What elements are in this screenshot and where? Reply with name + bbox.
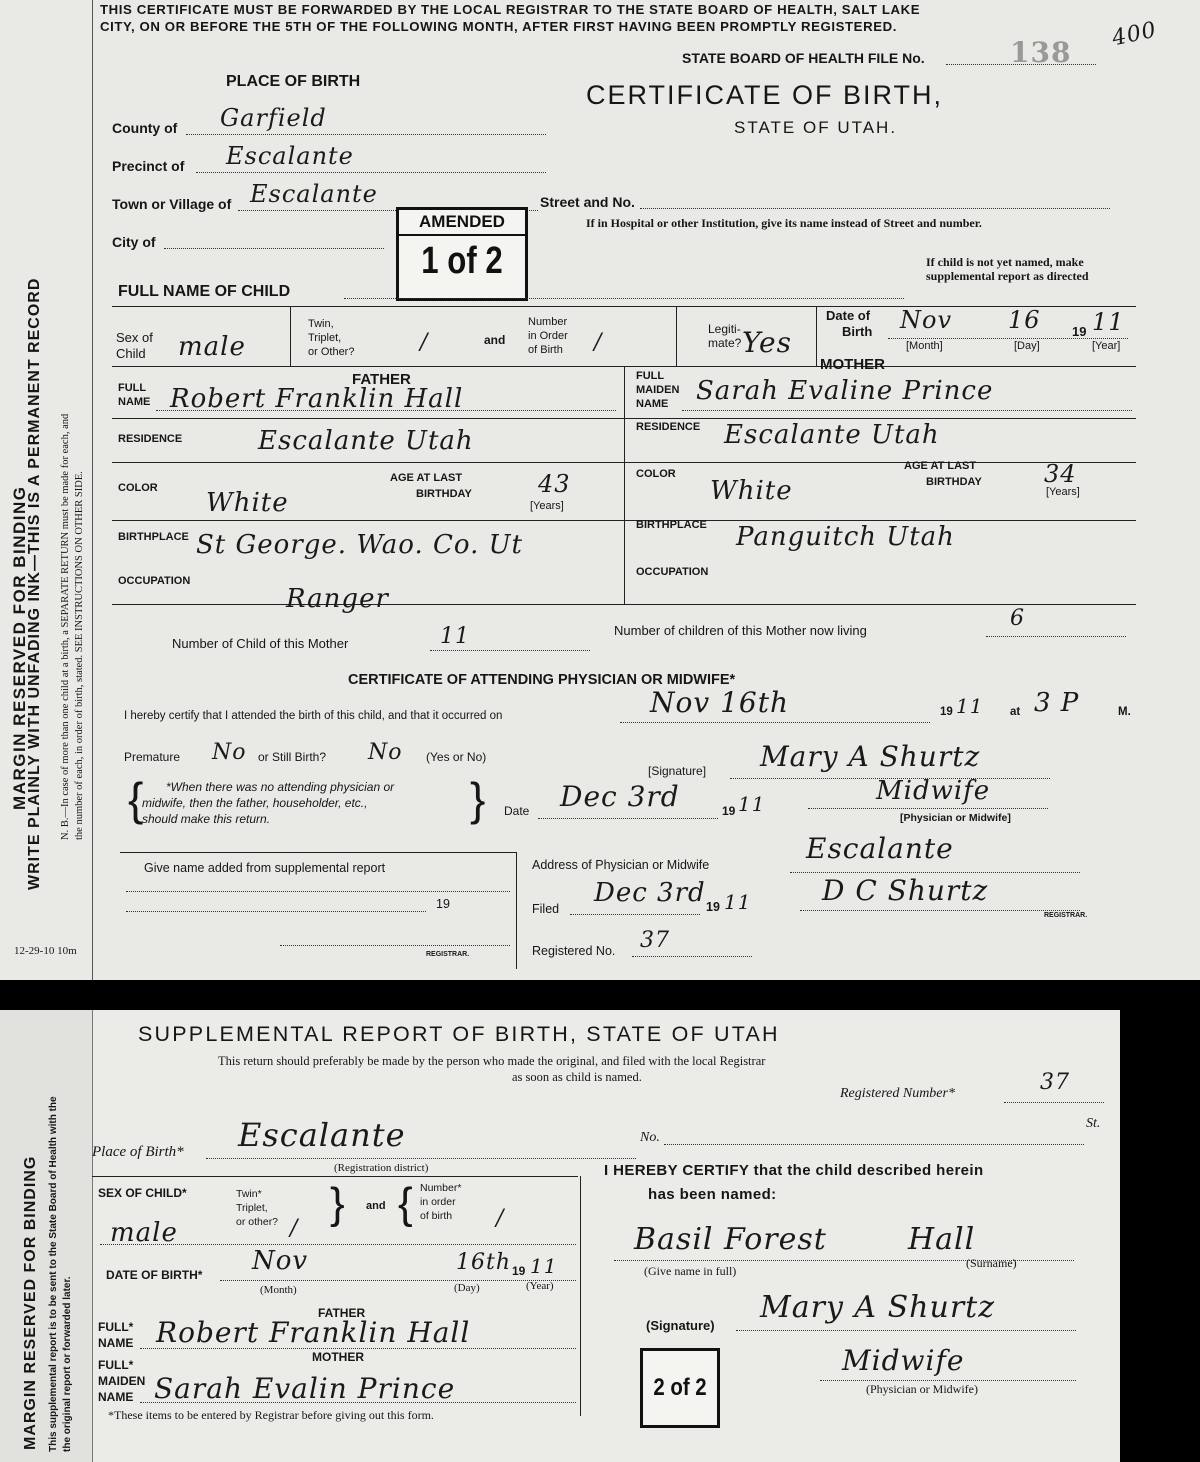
premature-value: No: [212, 740, 247, 765]
signature-line: [736, 1330, 1076, 1331]
instruction-note-1: *When there was no attending physician or: [166, 780, 395, 794]
grid-rule: [112, 604, 1136, 605]
father-name-label: NAME: [98, 1336, 134, 1350]
margin-nb-text-2: the number of each, in order of birth, stated. SEE INSTRUCTIONS ON OTHER SIDE.: [74, 471, 85, 840]
mother-full-label: FULL*: [98, 1358, 134, 1372]
margin-nb-text-1: N. B.—In case of more than one child at a birth, a SEPARATE RETURN must be made for each, and: [60, 413, 71, 840]
order-label-2: in Order: [528, 330, 568, 342]
registrar-caption: REGISTRAR.: [1044, 912, 1088, 919]
dob-day: 16th: [456, 1250, 512, 1275]
mother-name-label: NAME: [636, 398, 669, 410]
dob-year: 11: [1092, 308, 1125, 336]
street-label: Street and No.: [540, 194, 635, 210]
twin-label-2: Triplet,: [236, 1202, 268, 1214]
mother-residence-label: RESIDENCE: [636, 421, 701, 433]
father-heading: FATHER: [352, 371, 411, 388]
certify-line-2: has been named:: [648, 1186, 777, 1203]
dob-label-1: Date of: [826, 308, 871, 323]
dob-year-prefix: 19: [512, 1264, 526, 1278]
grid-rule: [290, 306, 291, 366]
mother-age-label-2: BIRTHDAY: [926, 476, 982, 488]
supplemental-note-2: as soon as child is named.: [512, 1070, 642, 1084]
registrar-line: [800, 910, 1080, 911]
signature: Mary A Shurtz: [760, 1290, 996, 1325]
filed-label: Filed: [532, 902, 560, 916]
county-value: Garfield: [220, 104, 327, 132]
title-line: [808, 808, 1048, 809]
certify-line-1: I HEREBY CERTIFY that the child described herein: [604, 1162, 984, 1179]
address-line: [790, 872, 1080, 873]
mother-name-line: [682, 410, 1132, 411]
certificate-subtitle: STATE OF UTAH.: [734, 118, 898, 137]
father-full-label: FULL: [118, 382, 147, 394]
num-living-value: 6: [1010, 606, 1025, 631]
month-caption: (Month): [260, 1284, 297, 1296]
street-line: [664, 1144, 1084, 1145]
mother-maiden-label: MAIDEN: [98, 1374, 146, 1388]
twin-label-3: or other?: [236, 1216, 279, 1228]
order-label-3: of Birth: [528, 344, 563, 356]
father-color-label: COLOR: [118, 482, 158, 494]
supplemental-name-line: [126, 891, 510, 892]
occurred-year: 11: [956, 694, 984, 718]
legit-label-1: Legiti-: [708, 322, 741, 336]
county-line: [186, 134, 546, 135]
supplemental-registrar-line: [280, 945, 510, 946]
dob-line: [220, 1280, 576, 1281]
father-occupation-label: OCCUPATION: [118, 575, 191, 587]
physician-heading: CERTIFICATE OF ATTENDING PHYSICIAN OR MIDWIFE*: [348, 672, 736, 688]
father-age-label-2: BIRTHDAY: [416, 488, 472, 500]
father-age-caption: [Years]: [530, 500, 564, 512]
city-line: [164, 248, 384, 249]
form-code: 12-29-10 10m: [14, 945, 77, 957]
grid-rule: [676, 306, 677, 366]
margin-binding-text: MARGIN RESERVED FOR BINDING: [10, 485, 29, 810]
twin-brace: }: [330, 1179, 345, 1228]
sex-value: male: [110, 1218, 178, 1248]
grid-rule: [112, 520, 1136, 521]
father-heading: FATHER: [318, 1306, 366, 1320]
father-full-label: FULL*: [98, 1320, 134, 1334]
given-caption: (Give name in full): [644, 1264, 737, 1278]
bottom-margin-binding: MARGIN RESERVED FOR BINDING: [22, 1155, 39, 1450]
supplemental-box-year: 19: [436, 897, 450, 911]
registered-line: [632, 956, 752, 957]
grid-rule: [112, 418, 1136, 419]
supplemental-name-box: [120, 852, 517, 969]
twin-value: /: [420, 330, 429, 355]
mother-birthplace: Panguitch Utah: [736, 522, 955, 552]
city-label: City of: [112, 234, 156, 250]
address-value: Escalante: [806, 832, 954, 865]
physician-signature: Mary A Shurtz: [760, 740, 981, 773]
mother-full-label: FULL: [636, 370, 665, 382]
mother-color-label: COLOR: [636, 468, 676, 480]
grid-rule: [112, 306, 1136, 307]
day-caption: (Day): [454, 1282, 480, 1294]
order-value: /: [496, 1206, 505, 1231]
page-stamp-label: 2 of 2: [653, 1374, 707, 1401]
dob-label: DATE OF BIRTH*: [106, 1268, 203, 1282]
reg-number-line: [1004, 1102, 1104, 1103]
supplemental-box-registrar: REGISTRAR.: [426, 951, 470, 958]
registered-label: Registered No.: [532, 944, 616, 958]
reg-number-label: Registered Number*: [840, 1086, 955, 1101]
title-value: Midwife: [842, 1344, 965, 1377]
num-child-label: Number of Child of this Mother: [172, 636, 349, 651]
page-stamp: [640, 1348, 720, 1428]
order-value: /: [594, 330, 603, 355]
certify-text: I hereby certify that I attended the birth of this child, and that it occurred on: [124, 710, 503, 722]
premature-label: Premature: [124, 750, 181, 764]
surname-caption: (Surname): [966, 1256, 1017, 1270]
legit-value: Yes: [742, 326, 792, 359]
order-label-2: in order: [420, 1196, 456, 1208]
date-line: [538, 818, 718, 819]
dob-caption-day: [Day]: [1014, 340, 1040, 352]
twin-label-3: or Other?: [308, 346, 355, 358]
mother-name-label: NAME: [98, 1390, 134, 1404]
num-living-line: [986, 636, 1126, 637]
father-name: Robert Franklin Hall: [156, 1316, 471, 1349]
signature-label: [Signature]: [648, 764, 707, 778]
filed-date: Dec 3rd: [594, 878, 706, 908]
occurred-on: Nov 16th: [650, 686, 789, 719]
dob-day: 16: [1008, 306, 1041, 334]
occurred-on-line: [620, 722, 930, 723]
date-value: Dec 3rd: [560, 780, 680, 813]
county-label: County of: [112, 120, 178, 136]
order-brace: {: [398, 1179, 413, 1228]
grid-rule: [112, 462, 1136, 463]
address-label: Address of Physician or Midwife: [532, 858, 710, 872]
footnote: *These items to be entered by Registrar before giving out this form.: [108, 1408, 434, 1422]
no-label: No.: [640, 1130, 660, 1145]
bottom-margin-note-2: the original report or forwarded later.: [62, 1276, 73, 1452]
mother-occupation-label: OCCUPATION: [636, 566, 709, 578]
place-of-birth-label: PLACE OF BIRTH: [226, 73, 361, 90]
town-value: Escalante: [250, 180, 378, 208]
brace-left: {: [128, 773, 144, 825]
occurred-year-prefix: 19: [940, 706, 953, 718]
unnamed-note-2: supplemental report as directed: [926, 269, 1089, 283]
sex-label: SEX OF CHILD*: [98, 1186, 187, 1200]
yes-no-label: (Yes or No): [426, 750, 487, 764]
brace-right: }: [470, 773, 486, 825]
full-name-label: FULL NAME OF CHILD: [118, 283, 291, 300]
precinct-value: Escalante: [226, 142, 354, 170]
mother-age-label-1: AGE AT LAST: [904, 460, 977, 472]
registered-no: 37: [640, 928, 670, 953]
sex-value: male: [178, 332, 246, 362]
mother-birthplace-label: BIRTHPLACE: [636, 519, 707, 531]
twin-label-1: Twin,: [308, 318, 334, 330]
header-line-1: THIS CERTIFICATE MUST BE FORWARDED BY THE LOCAL REGISTRAR TO THE STATE BOARD OF HEALTH, SALT LAKE: [100, 2, 921, 17]
instruction-note-3: should make this return.: [142, 812, 271, 826]
signature-label: (Signature): [646, 1318, 715, 1333]
mother-residence: Escalante Utah: [724, 420, 940, 450]
certificate-title: CERTIFICATE OF BIRTH,: [586, 80, 944, 110]
grid-rule: [816, 306, 817, 366]
mother-heading: MOTHER: [820, 356, 885, 373]
place-label: Place of Birth*: [92, 1144, 184, 1160]
twin-value: /: [290, 1216, 299, 1241]
st-label: St.: [1086, 1116, 1101, 1131]
unnamed-note-1: If child is not yet named, make: [926, 255, 1084, 269]
mother-maiden-label: MAIDEN: [636, 384, 680, 396]
amended-stamp-page: 1 of 2: [421, 240, 503, 282]
mother-age: 34: [1044, 460, 1077, 488]
reg-district-caption: (Registration district): [334, 1162, 429, 1174]
street-line: [640, 208, 1110, 209]
father-name-label: NAME: [118, 396, 151, 408]
hospital-note: If in Hospital or other Institution, give its name instead of Street and number.: [586, 216, 982, 230]
father-name: Robert Franklin Hall: [170, 384, 464, 414]
dob-year-prefix: 19: [1072, 324, 1087, 339]
num-child-value: 11: [440, 624, 470, 649]
father-color: White: [206, 488, 289, 518]
num-living-label: Number of children of this Mother now living: [614, 623, 867, 638]
mother-name: Sarah Evaline Prince: [696, 376, 994, 406]
order-label-1: Number*: [420, 1182, 462, 1194]
twin-label-1: Twin*: [236, 1188, 262, 1200]
at-label: at: [1010, 706, 1021, 718]
dob-line: [888, 338, 1128, 339]
grid-rule: [624, 366, 625, 604]
occurred-time: 3 P: [1034, 688, 1080, 718]
left-torn-edge: [0, 1010, 93, 1462]
stillbirth-value: No: [368, 740, 403, 765]
title-line: [820, 1380, 1076, 1381]
dob-caption-month: [Month]: [906, 340, 943, 352]
place-line: [206, 1158, 636, 1159]
mother-color: White: [710, 476, 793, 506]
filed-line: [570, 914, 700, 915]
m-label: M.: [1118, 706, 1131, 718]
physician-caption: [Physician or Midwife]: [900, 812, 1011, 824]
margin-rule: [92, 0, 93, 980]
town-label: Town or Village of: [112, 196, 232, 212]
supplemental-box-label: Give name added from supplemental report: [144, 861, 386, 875]
father-occupation: Ranger: [286, 584, 389, 614]
father-birthplace-label: BIRTHPLACE: [118, 531, 189, 543]
legit-label-2: mate?: [708, 336, 742, 350]
supplemental-title: SUPPLEMENTAL REPORT OF BIRTH, STATE OF UTAH: [138, 1022, 780, 1046]
box-rule: [580, 1176, 581, 1416]
amended-stamp: [396, 207, 528, 301]
stillbirth-label: or Still Birth?: [258, 750, 327, 764]
father-age-label-1: AGE AT LAST: [390, 472, 463, 484]
surname: Hall: [908, 1222, 976, 1257]
twin-label-2: Triplet,: [308, 332, 342, 344]
mother-name: Sarah Evalin Prince: [154, 1372, 456, 1405]
instruction-note-2: midwife, then the father, householder, etc.,: [142, 796, 368, 810]
supplemental-note-1: This return should preferably be made by the person who made the original, and filed with the local Registrar: [218, 1054, 766, 1068]
header-line-2: CITY, ON OR BEFORE THE 5TH OF THE FOLLOWING MONTH, AFTER FIRST HAVING BEEN PROMPTLY REGISTERED.: [100, 19, 897, 34]
father-age: 43: [538, 470, 571, 498]
supplemental-year-line: [126, 911, 426, 912]
and-label: and: [484, 333, 506, 347]
dob-label-2: Birth: [842, 324, 873, 339]
father-residence: Escalante Utah: [258, 426, 474, 456]
dob-month: Nov: [900, 306, 953, 334]
registrar-signature: D C Shurtz: [822, 874, 989, 907]
file-no-corner: 400: [1109, 17, 1160, 52]
precinct-label: Precinct of: [112, 158, 185, 174]
dob-year: 11: [530, 1254, 558, 1278]
given-name: Basil Forest: [634, 1222, 827, 1257]
reg-number-value: 37: [1040, 1070, 1070, 1095]
mother-age-caption: [Years]: [1046, 486, 1080, 498]
date-label: Date: [504, 804, 530, 818]
full-name-line: [344, 298, 904, 299]
father-residence-label: RESIDENCE: [118, 433, 183, 445]
date-year-prefix: 19: [722, 804, 736, 818]
amended-stamp-label: AMENDED: [399, 210, 525, 236]
sex-label-2: Child: [116, 346, 146, 361]
mother-heading: MOTHER: [312, 1350, 364, 1364]
physician-title: Midwife: [876, 776, 991, 806]
order-label-3: of birth: [420, 1210, 453, 1222]
margin-ink-text: WRITE PLAINLY WITH UNFADING INK—THIS IS A PERMANENT RECORD: [26, 277, 43, 890]
precinct-line: [196, 172, 546, 173]
filed-year: 11: [724, 890, 752, 914]
and-label: and: [366, 1200, 386, 1212]
father-birthplace: St George. Wao. Co. Ut: [196, 530, 523, 560]
file-no-value: 138: [1010, 36, 1072, 69]
filed-year-prefix: 19: [706, 900, 720, 914]
order-label-1: Number: [528, 316, 568, 328]
supplemental-report-sheet: [0, 1010, 1120, 1462]
box-rule: [92, 1176, 578, 1177]
place-value: Escalante: [238, 1116, 406, 1154]
dob-caption-year: [Year]: [1092, 340, 1121, 352]
date-year: 11: [738, 792, 766, 816]
dob-month: Nov: [252, 1246, 309, 1276]
year-caption: (Year): [526, 1280, 554, 1292]
file-no-label: STATE BOARD OF HEALTH FILE No.: [682, 50, 925, 66]
physician-caption: (Physician or Midwife): [866, 1382, 978, 1396]
sex-label-1: Sex of: [116, 330, 153, 345]
num-child-line: [430, 650, 590, 651]
bottom-margin-note: This supplemental report is to be sent to the State Board of Health with the: [48, 1096, 59, 1452]
